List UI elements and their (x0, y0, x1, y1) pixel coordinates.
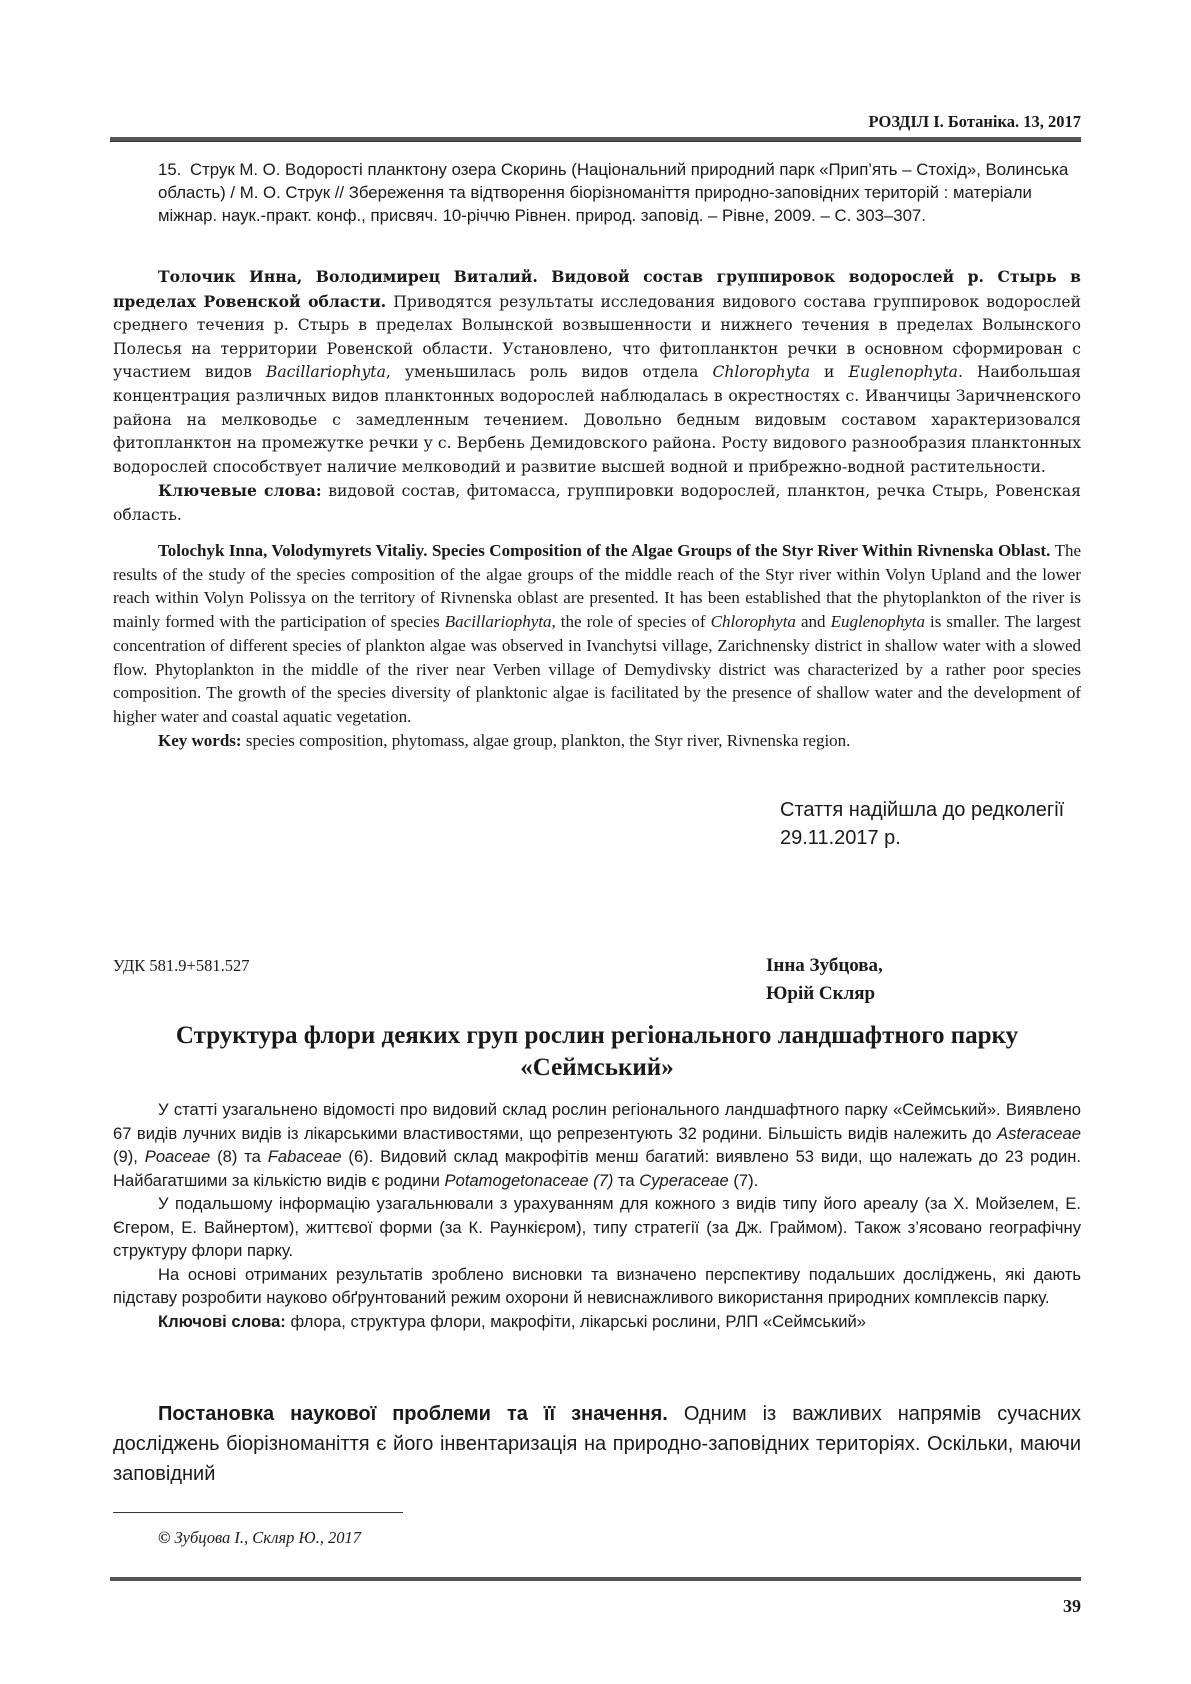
header-rule (110, 137, 1081, 142)
abstract-ukrainian (113, 1098, 1081, 1333)
keywords-label: Ключові слова: (158, 1311, 286, 1331)
taxon-name: Bacillariophyta (444, 612, 552, 632)
taxon-name: Euglenophyta (848, 363, 958, 382)
abstract-ua-text: та (613, 1170, 640, 1190)
reference-text: Струк М. О. Водорості планктону озера Скоринь (Національний природний парк «Прип’ять – Стохід», Волинська область) / М. О. Струк // Збереження та відтворення біорізноманіття природно-заповідних територій : матеріали міжнар. наук.-практ. конф., присвяч. 10-річчю Рівнен. природ. заповід. – Рівне, 2009. – С. 303–307. (158, 160, 1069, 225)
article-title-line: «Сеймський» (520, 1054, 674, 1081)
taxon-name: Cyperaceae (639, 1170, 729, 1190)
footnote-text: Зубцова І., Скляр Ю., 2017 (170, 1528, 361, 1547)
keywords-label: Key words: (158, 730, 242, 750)
abstract-ua-paragraph: На основі отриманих результатів зроблено висновки та визначено перспективу подальших досліджень, які дають підставу розробити науково обґрунтований режим охорони й невиснажливого використання природних комплексів парку. (113, 1264, 1081, 1307)
copyright-symbol: © (158, 1528, 171, 1547)
taxon-name: Bacillariophyta (265, 363, 386, 382)
abstract-en-text: The results of the study of the species composition of the algae groups of the middle reach of the Styr river within Volyn Upland and the lower reach within Volyn Polissya on the territory of Rivnenska oblast are presented. It has been established that the phytoplankton of the river is mainly formed with the participation of species (113, 541, 1081, 632)
article-title (113, 1020, 1081, 1084)
udk-code: УДК 581.9+581.527 (113, 956, 250, 975)
running-head: РОЗДІЛ І. Ботаніка. 13, 2017 (868, 112, 1081, 131)
abstract-en-text: is smaller. The largest concentration of different species of plankton algae was observed in Ivanchytsi village, Zarichnensky district in shallow water with a slowed flow. Phytoplankton in the middle of the river near Verben village of Demydivsky district was characterized by a rather poor species composition. The growth of the species diversity of planktonic algae is facilitated by the presence of shallow water and the development of higher water and coastal aquatic vegetation. (113, 612, 1081, 726)
keywords-text: видовой состав, фитомасса, группировки водорослей, планктон, речка Стырь, Ровенская область. (113, 482, 1081, 524)
abstract-en-title: Tolochyk Inna, Volodymyrets Vitaliy. Species Composition of the Algae Groups of the Styr River Within Rivnenska Oblast. (158, 541, 1051, 560)
author-name: Юрій Скляр (766, 983, 876, 1004)
body-paragraph-text: Одним із важливих напрямів сучасних досліджень біорізноманіття є його інвентаризація на природно-заповідних територіях. Оскільки, маючи заповідний (113, 1403, 1082, 1485)
authors (766, 952, 883, 1008)
abstract-russian (113, 265, 1081, 528)
footnote (158, 1528, 361, 1548)
reference-item (158, 158, 1081, 227)
body-text (113, 1399, 1081, 1489)
abstract-ua-text: (7). (728, 1170, 759, 1190)
taxon-name: Chlorophyta (712, 363, 811, 382)
abstract-ua-paragraph: У подальшому інформацію узагальнювали з урахуванням для кожного з видів типу його ареалу (за Х. Мойзелем, Е. Єгером, Е. Вайнертом), життєвої форми (за К. Раункієром), типу стратегії (за Дж. Граймом). Також з’ясовано географічну структуру флори парку. (113, 1194, 1081, 1260)
received-note (780, 796, 1064, 852)
abstract-en-text: and (795, 612, 831, 632)
taxon-name: Poaceae (144, 1147, 211, 1166)
keywords-text: флора, структура флори, макрофіти, лікарські рослини, РЛП «Сеймський» (285, 1311, 866, 1331)
keywords-label: Ключевые слова: (158, 481, 322, 501)
author-name: Інна Зубцова, (766, 955, 883, 976)
article-title-line: Структура флори деяких груп рослин регіонального ландшафтного парку (175, 1022, 1019, 1049)
abstract-ua-text: (9), (113, 1147, 145, 1166)
taxon-name: Chlorophyta (710, 612, 796, 632)
footer-rule (110, 1577, 1081, 1581)
taxon-name: Asteraceae (997, 1123, 1081, 1143)
received-date: 29.11.2017 р. (780, 827, 901, 849)
received-line: Стаття надійшла до редколегії (780, 799, 1065, 821)
taxon-name: Potamogetonaceae (7) (444, 1170, 614, 1190)
abstract-ru-text: Приводятся результаты исследования видового состава группировок водорослей среднего течения р. Стырь в пределах Волынской возвышенности и нижнего течения в пределах Волынского Полесья на территории Ровенской области. Установлено, что фитопланктон речки в основном сформирован с участием видов (113, 292, 1081, 382)
abstract-ua-text: (6). Видовий склад макрофітів менш багатий: виявлено 53 види, що належать до 23 родин. Найбагатшими за кількістю видів є родини (113, 1147, 1081, 1190)
keywords-text: species composition, phytomass, algae group, plankton, the Styr river, Rivnenska region. (241, 730, 851, 750)
abstract-ru-text: и (810, 363, 849, 382)
page-number: 39 (1063, 1596, 1081, 1616)
abstract-ua-text: (8) та (210, 1147, 268, 1166)
reference-number: 15. (158, 160, 182, 179)
abstract-english (113, 539, 1081, 752)
abstract-en-text: , the role of species of (551, 612, 711, 632)
footnote-rule (113, 1512, 403, 1513)
abstract-ua-text: У статті узагальнено відомості про видовий склад рослин регіонального ландшафтного парку «Сеймський». Виявлено 67 видів лучних видів із лікарськими властивостями, що репрезентують 32 родини. Більшість видів належить до (113, 1100, 1081, 1143)
taxon-name: Fabaceae (267, 1147, 342, 1166)
abstract-ru-text: , уменьшилась роль видов отдела (385, 363, 713, 382)
abstract-ru-title: Толочик Инна, Володимирец Виталий. Видовой состав группировок водорослей р. Стырь в пределах Ровенской области. (113, 267, 1081, 311)
abstract-ru-text: . Наибольшая концентрация различных видов планктонных водорослей наблюдалась в окрестностях с. Иванчицы Заричненского района на мелководье с замедленным течением. Довольно бедным видовым составом характеризовался фитопланктон на промежутке речки у с. Вербень Демидовского района. Росту видового разнообразия планктонных водорослей способствует наличие мелководий и развитие высшей водной и прибрежно-водной растительности. (113, 363, 1082, 476)
section-heading: Постановка наукової проблеми та її значення. (158, 1403, 668, 1425)
taxon-name: Euglenophyta (830, 612, 925, 632)
